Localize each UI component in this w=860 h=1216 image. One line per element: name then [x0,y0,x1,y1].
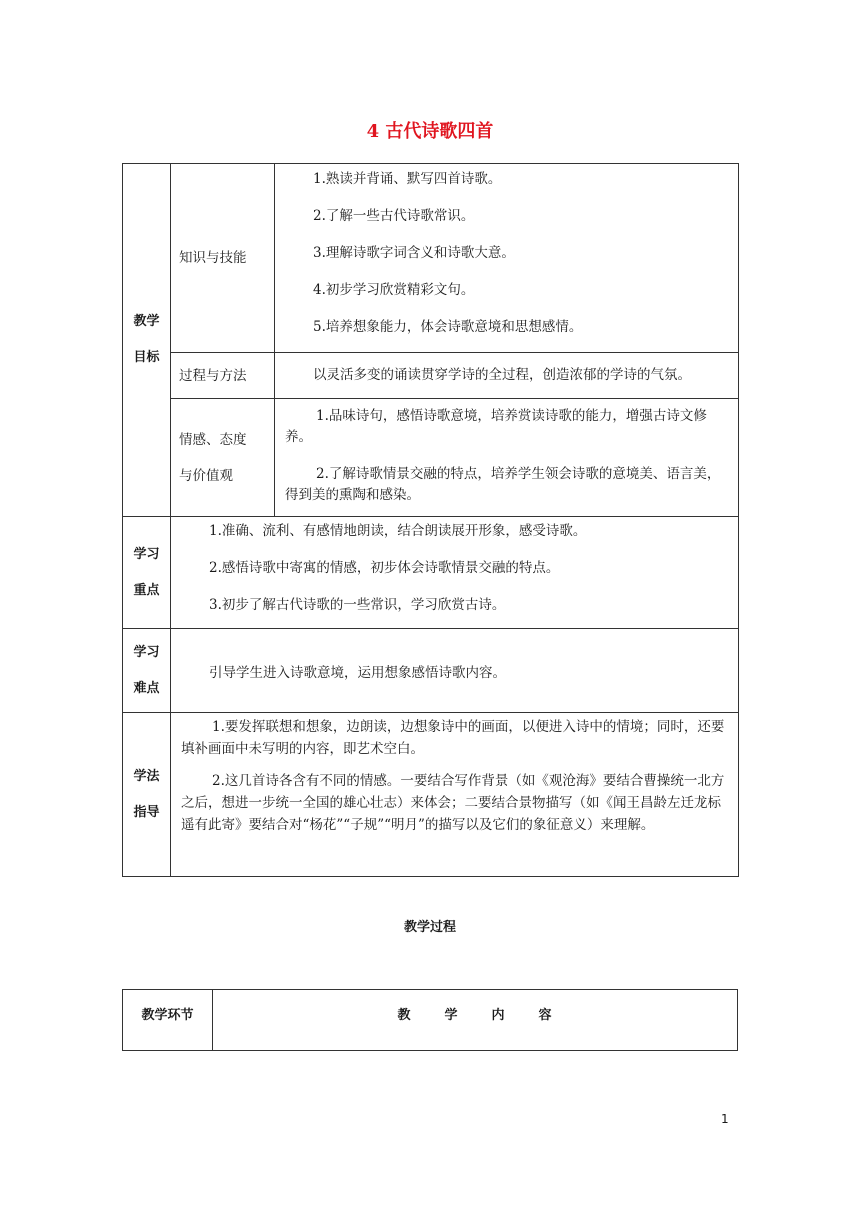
method-label-line2: 指导 [133,804,160,820]
method-label-line1: 学法 [133,768,160,784]
process-col-content: 教学内容 [213,990,738,1051]
list-item: 4.初步学习欣赏精彩文句。 [313,282,475,298]
focus-label-line2: 重点 [133,582,160,598]
list-item: 1.熟读并背诵、默写四首诗歌。 [313,171,502,187]
list-item: 2.了解诗歌情景交融的特点，培养学生领会诗歌的意境美、语言美，得到美的熏陶和感染。 [285,466,721,503]
knowledge-list [275,164,739,353]
difficulty-label-line2: 难点 [133,680,160,696]
emotion-list [275,399,739,517]
difficulty-label [123,629,171,713]
list-item: 2.了解一些古代诗歌常识。 [313,208,475,224]
list-item: 1.要发挥联想和想象，边朗读，边想象诗中的画面，以便进入诗中的情境；同时，还要填补画面中未写明的内容，即艺术空白。 [181,719,725,757]
list-item: 2.感悟诗歌中寄寓的情感，初步体会诗歌情景交融的特点。 [209,560,560,576]
list-item: 1.准确、流利、有感情地朗读，结合朗读展开形象，感受诗歌。 [209,523,587,539]
goals-label [123,164,171,517]
difficulty-text: 引导学生进入诗歌意境，运用想象感悟诗歌内容。 [171,629,739,713]
emotion-label [171,399,275,517]
knowledge-label: 知识与技能 [171,164,275,353]
focus-label [123,517,171,629]
method-list [171,713,739,877]
page-number: 1 [721,1112,729,1126]
list-item: 3.理解诗歌字词含义和诗歌大意。 [313,245,515,261]
process-col-stage: 教学环节 [123,990,213,1051]
focus-list [171,517,739,629]
process-label: 过程与方法 [171,353,275,399]
list-item: 5.培养想象能力，体会诗歌意境和思想感情。 [313,319,583,335]
list-item: 2.这几首诗各含有不同的情感。一要结合写作背景（如《观沧海》要结合曹操统一北方之后，想进一步统一全国的雄心壮志）来体会；二要结合景物描写（如《闻王昌龄左迁龙标遥有此寄》要结合对“杨花”“子规”“明月”的描写以及它们的象征意义）来理解。 [181,773,725,833]
method-label [123,713,171,877]
page-title: 4 古代诗歌四首 [366,121,494,142]
emotion-label-line2: 与价值观 [179,467,233,484]
process-table [122,989,738,1051]
emotion-label-line1: 情感、态度 [179,431,247,448]
focus-label-line1: 学习 [133,546,160,562]
section-title: 教学过程 [403,920,456,935]
process-text: 以灵活多变的诵读贯穿学诗的全过程，创造浓郁的学诗的气氛。 [275,353,739,399]
goals-label-line1: 教学 [133,314,160,329]
objectives-table [122,163,739,877]
goals-label-line2: 目标 [133,350,160,365]
list-item: 3.初步了解古代诗歌的一些常识，学习欣赏古诗。 [209,597,506,613]
difficulty-label-line1: 学习 [133,644,160,660]
list-item: 1.品味诗句，感悟诗歌意境，培养赏读诗歌的能力，增强古诗文修养。 [285,408,707,445]
